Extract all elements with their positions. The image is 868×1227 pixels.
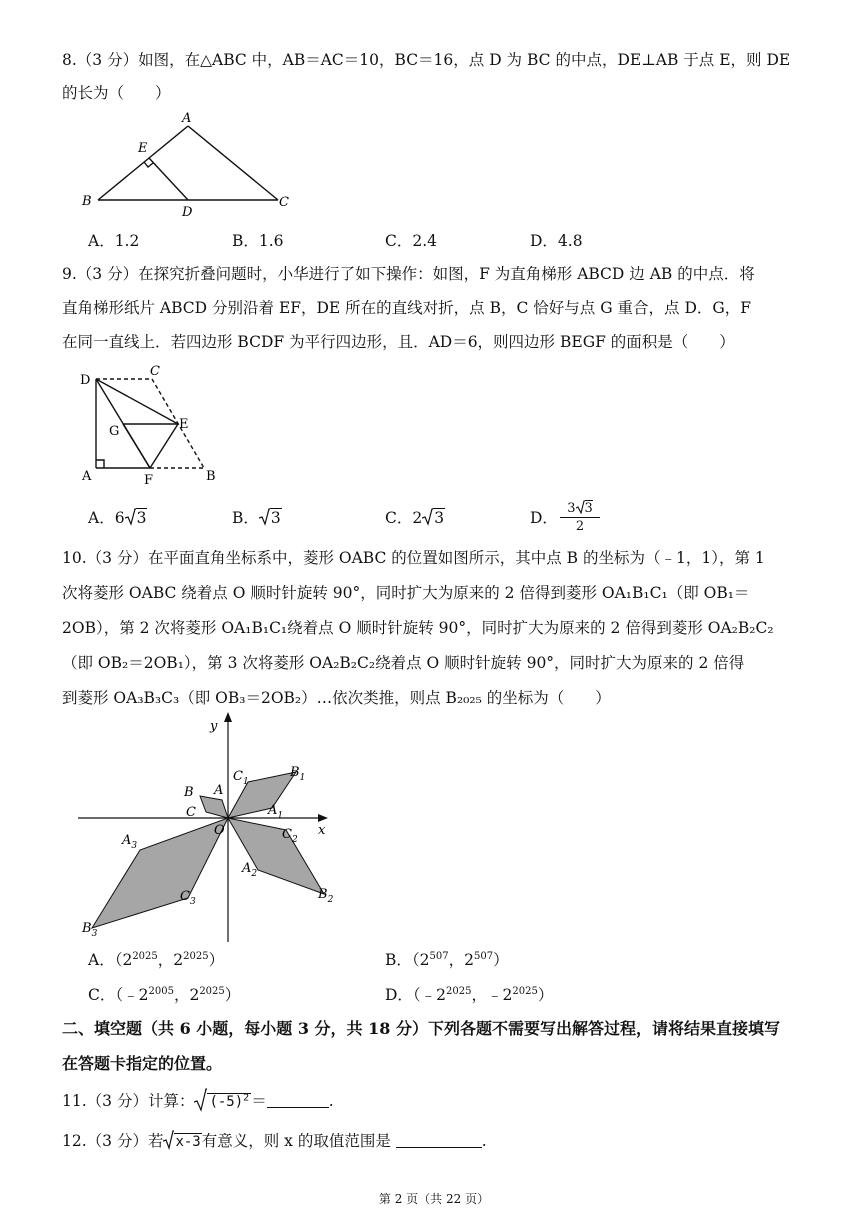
q9-trapezoid-figure xyxy=(78,362,228,487)
q11-exponent: 2 xyxy=(243,1092,250,1104)
q11-answer-blank[interactable] xyxy=(267,1092,329,1108)
q8-option-b[interactable]: B．1.6 xyxy=(232,232,284,250)
q10-option-c-mid: ，2 xyxy=(173,986,200,1005)
q8-text-line2: 的长为（ ） xyxy=(62,84,171,102)
q10-option-d-end: ） xyxy=(537,986,554,1005)
q10-label-A3: $A_3$ xyxy=(122,833,138,851)
radical-sign-icon xyxy=(125,508,136,526)
q9-option-a-coef: 6 xyxy=(114,509,125,527)
q10-label-A2: $A_2$ xyxy=(242,861,258,879)
q10-option-c-exp2: 2025 xyxy=(199,986,225,997)
q9-label-B: B xyxy=(206,469,216,484)
q8-text-line1: 8.（3 分）如图，在△ABC 中，AB＝AC＝10，BC＝16，点 D 为 BC 的中点，DE⊥AB 于点 E，则 DE xyxy=(62,51,791,69)
q9-option-d-num-coef: 3 xyxy=(567,501,576,516)
q10-option-d-mid: ，﹣2 xyxy=(471,986,513,1005)
q10-option-d-exp2: 2025 xyxy=(512,986,538,997)
q12-radicand: x-3 xyxy=(175,1134,201,1150)
q8-label-D: D xyxy=(182,205,193,220)
q10-option-d[interactable] xyxy=(385,982,553,1005)
radical-sign-icon xyxy=(259,508,270,526)
q9-label-C: C xyxy=(150,364,160,379)
q9-option-a-label: A． xyxy=(88,509,115,527)
q12-line xyxy=(62,1130,487,1154)
q9-option-d-fraction xyxy=(560,500,600,534)
q10-text-line4: （即 OB₂＝2OB₁），第 3 次将菱形 OA₂B₂C₂绕着点 O 顺时针旋转 90°，同时扩大为原来的 2 倍得 xyxy=(62,654,745,672)
q8-option-d[interactable]: D．4.8 xyxy=(530,232,583,250)
q10-option-b-end: ） xyxy=(493,951,509,970)
q10-label-B1: $B_1$ xyxy=(290,765,306,783)
q9-option-c-label: C． xyxy=(385,509,413,527)
q10-option-a[interactable] xyxy=(88,947,224,970)
q12-mid: 有意义，则 x 的取值范围是 xyxy=(201,1132,391,1150)
q10-option-a-end: ） xyxy=(208,951,225,970)
q10-option-b[interactable] xyxy=(385,947,509,970)
q10-label-x: x xyxy=(318,823,326,838)
q10-text-line2: 次将菱形 OABC 绕着点 O 顺时针旋转 90°，同时扩大为原来的 2 倍得到菱形 OA₁B₁C₁（即 OB₁＝ xyxy=(62,584,750,602)
q10-option-d-label: D．（﹣2 xyxy=(385,986,447,1005)
q10-label-y: y xyxy=(210,719,218,734)
q10-option-a-mid: ，2 xyxy=(157,951,184,970)
q9-label-D: D xyxy=(80,373,91,388)
q9-text-line2: 直角梯形纸片 ABCD 分别沿着 EF，DE 所在的直线对折，点 B，C 恰好与点 G 重合，点 D．G，F xyxy=(62,299,752,317)
q9-text-line1: 9.（3 分）在探究折叠问题时，小华进行了如下操作：如图，F 为直角梯形 ABCD 边 AB 的中点．将 xyxy=(62,265,755,283)
q8-label-C: C xyxy=(279,195,289,210)
q10-label-C2: $C_2$ xyxy=(282,827,298,845)
q9-option-b-label: B． xyxy=(232,509,259,527)
q10-label-C1: $C_1$ xyxy=(233,769,249,787)
q10-text-line3: 2OB），第 2 次将菱形 OA₁B₁C₁绕着点 O 顺时针旋转 90°，同时扩大为原来的 2 倍得到菱形 OA₂B₂C₂ xyxy=(62,619,774,637)
q12-end: . xyxy=(481,1132,487,1150)
q10-label-C3: $C_3$ xyxy=(180,889,196,907)
q9-label-E: E xyxy=(179,417,189,432)
q9-option-a[interactable] xyxy=(88,508,147,528)
q10-option-a-exp1: 2025 xyxy=(132,951,158,962)
q11-radicand xyxy=(207,1093,251,1110)
q10-option-c-end: ） xyxy=(224,986,241,1005)
q10-option-c[interactable] xyxy=(88,982,240,1005)
q10-option-b-exp2: 507 xyxy=(473,951,494,962)
q12-prefix: 12.（3 分）若 xyxy=(62,1132,164,1150)
q10-label-B3: $B_3$ xyxy=(82,921,98,939)
q10-coordinate-figure xyxy=(78,710,348,945)
radical-sign-icon xyxy=(194,1088,207,1112)
q9-option-b[interactable] xyxy=(232,508,282,528)
q10-option-c-exp1: 2005 xyxy=(148,986,174,997)
q10-option-b-mid: ，2 xyxy=(448,951,474,970)
q10-option-a-exp2: 2025 xyxy=(183,951,209,962)
q8-triangle-figure xyxy=(78,108,298,220)
q10-option-b-label: B．（2 xyxy=(385,951,430,970)
q9-option-b-radicand: 3 xyxy=(270,509,281,527)
q10-label-A: A xyxy=(214,783,224,798)
radical-sign-icon xyxy=(576,500,585,514)
q9-label-A: A xyxy=(82,469,92,484)
q9-option-a-radicand: 3 xyxy=(136,509,147,527)
q10-label-O: O xyxy=(214,823,225,838)
q9-option-d-num-radicand: 3 xyxy=(584,501,593,516)
q11-line xyxy=(62,1088,334,1114)
q9-label-F: F xyxy=(144,473,154,487)
section2-heading-line1: 二、填空题（共 6 小题，每小题 3 分，共 18 分）下列各题不需要写出解答过程，请将结果直接填写 xyxy=(62,1019,780,1038)
q8-option-c[interactable]: C．2.4 xyxy=(385,232,438,250)
section2-heading-line2: 在答题卡指定的位置。 xyxy=(62,1054,223,1073)
q8-option-a[interactable]: A．1.2 xyxy=(88,232,140,250)
q10-text-line1: 10.（3 分）在平面直角坐标系中，菱形 OABC 的位置如图所示，其中点 B 的坐标为（﹣1，1），第 1 xyxy=(62,549,765,567)
q10-option-d-exp1: 2025 xyxy=(446,986,472,997)
q9-option-d-label: D． xyxy=(530,509,558,527)
q12-answer-blank[interactable] xyxy=(396,1132,482,1148)
q10-label-C: C xyxy=(186,805,196,820)
q9-label-G: G xyxy=(109,424,120,439)
q9-option-c[interactable] xyxy=(385,508,445,528)
q8-label-E: E xyxy=(138,141,148,156)
q11-equals: ＝ xyxy=(251,1092,267,1110)
q10-label-A1: $A_1$ xyxy=(268,803,284,821)
q9-option-d-den: 2 xyxy=(575,519,585,534)
q10-label-B2: $B_2$ xyxy=(318,887,334,905)
radical-sign-icon xyxy=(163,1130,174,1150)
q9-text-line3: 在同一直线上．若四边形 BCDF 为平行四边形，且．AD＝6，则四边形 BEGF 的面积是（ ） xyxy=(62,333,735,351)
q8-label-B: B xyxy=(82,194,92,209)
q9-option-c-coef: 2 xyxy=(412,509,423,527)
q10-label-B: B xyxy=(184,785,194,800)
q9-option-c-radicand: 3 xyxy=(434,509,445,527)
q10-option-c-label: C．（﹣2 xyxy=(88,986,149,1005)
q8-label-A: A xyxy=(182,111,192,126)
q10-option-a-label: A．（2 xyxy=(88,951,133,970)
q11-radicand-base: (-5) xyxy=(209,1094,244,1110)
page-footer: 第 2 页（共 22 页） xyxy=(378,1192,490,1206)
q11-end: . xyxy=(328,1092,334,1110)
q10-option-b-exp1: 507 xyxy=(429,951,449,962)
q10-text-line5: 到菱形 OA₃B₃C₃（即 OB₃＝2OB₂）…依次类推，则点 B₂₀₂₅ 的坐标为（ ） xyxy=(62,689,611,707)
q11-prefix: 11.（3 分）计算： xyxy=(62,1092,195,1110)
radical-sign-icon xyxy=(422,508,433,526)
